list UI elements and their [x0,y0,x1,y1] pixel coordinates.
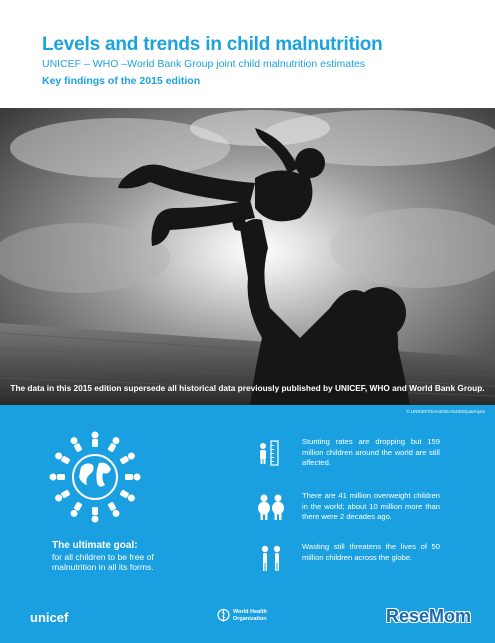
finding-text: There are 41 million overweight children in the world; about 10 million more than there were 2 decades ago. [302,491,440,521]
hero-photo [0,108,495,405]
stunting-height-icon [255,437,287,471]
goal-text: for all children to be free of malnutrition in all its forms. [52,552,154,572]
goal-title: The ultimate goal: [52,540,138,551]
page-title: Levels and trends in child malnutrition [42,34,383,55]
hero-photo-illustration [0,108,495,405]
finding-text: Wasting still threatens the lives of 50 million children across the globe. [302,542,440,562]
overweight-children-icon [255,491,287,525]
who-name: World Health Organization [233,609,267,622]
edition-label: Key findings of the 2015 edition [42,75,201,87]
who-logo [217,608,267,628]
globe-children-icon [45,427,145,527]
header [0,0,495,108]
who-emblem-icon [217,608,230,623]
photo-caption: The data in this 2015 edition supersede all historical data previously published by UNICEF, WHO and World Bank Group. [10,383,485,393]
finding-text: Stunting rates are dropping but 159 million children around the world are still affected. [302,437,440,467]
page-subtitle: UNICEF – WHO –World Bank Group joint child malnutrition estimates [42,58,366,70]
logo-bar [0,602,495,643]
resemom-logo: ReseMom [386,606,472,626]
photo-credit: © UNICEF/GHA2015-01439/Quarmyne [406,409,485,414]
unicef-logo: unicef [30,610,69,625]
wasting-children-icon [255,542,287,576]
